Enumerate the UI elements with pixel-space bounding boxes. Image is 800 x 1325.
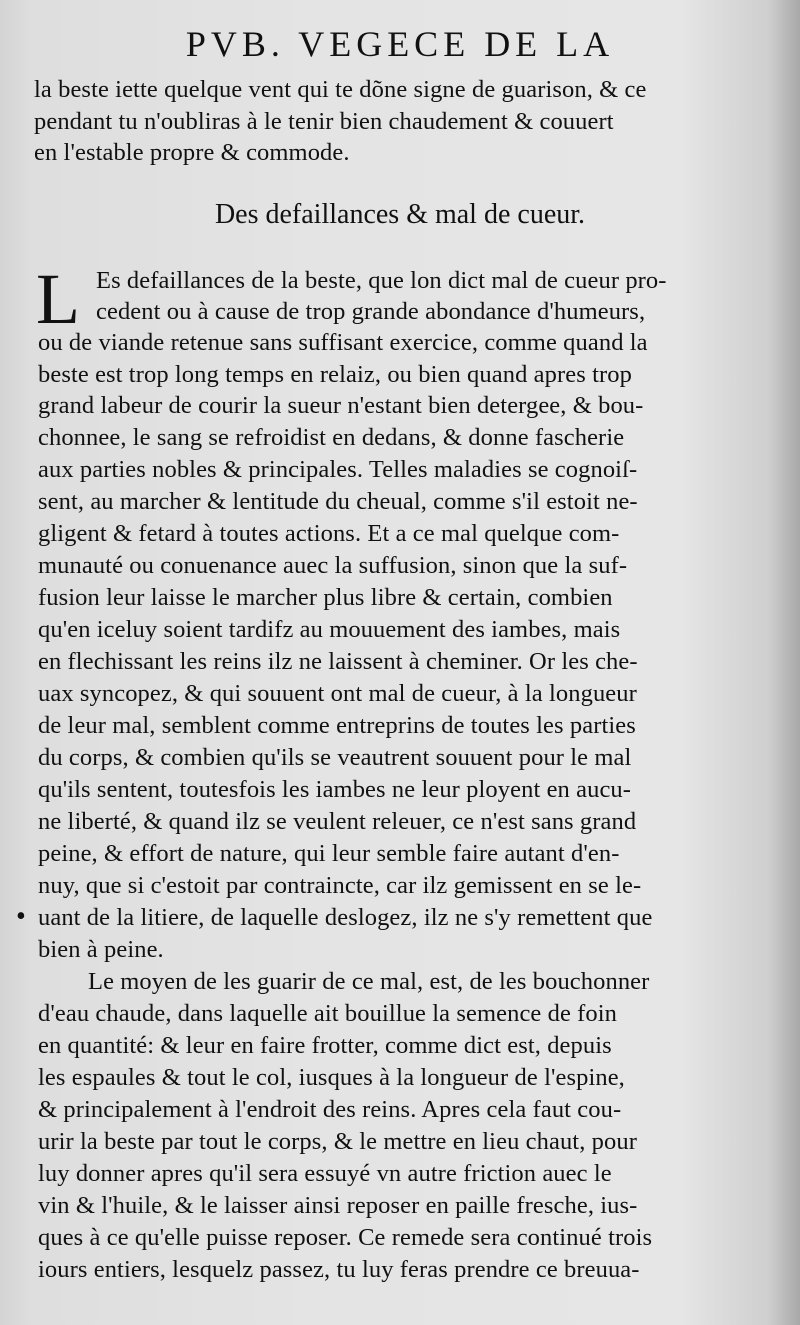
drop-cap: L — [36, 259, 80, 339]
text-line: de leur mal, semblent comme entreprins de toutes les parties — [38, 712, 636, 739]
text-line: vin & l'huile, & le laisser ainsi reposer en paille fresche, ius- — [38, 1192, 638, 1219]
section-heading: Des defaillances & mal de cueur. — [214, 199, 586, 230]
text-line: Es defaillances de la beste, que lon dict mal de cueur pro- — [96, 267, 667, 294]
text-line: ou de viande retenue sans suffisant exercice, comme quand la — [38, 329, 648, 356]
text-line: grand labeur de courir la sueur n'estant bien detergee, & bou- — [38, 392, 644, 419]
text-line: urir la beste par tout le corps, & le mettre en lieu chaut, pour — [38, 1128, 637, 1155]
text-line: en flechissant les reins ilz ne laissent à cheminer. Or les che- — [38, 648, 638, 675]
text-line: aux parties nobles & principales. Telles maladies se cognoiſ- — [38, 456, 638, 483]
text-line: uant de la litiere, de laquelle deslogez, ilz ne s'y remettent que — [38, 904, 653, 931]
text-line: en l'estable propre & commode. — [34, 139, 350, 166]
text-line: d'eau chaude, dans laquelle ait bouillue la semence de foin — [38, 1000, 618, 1027]
text-line: Le moyen de les guarir de ce mal, est, de les bouchonner — [88, 968, 650, 995]
text-line: & principalement à l'endroit des reins. Apres cela faut cou- — [38, 1096, 622, 1123]
text-line: cedent ou à cause de trop grande abondance d'humeurs, — [96, 298, 646, 325]
text-line: gligent & fetard à toutes actions. Et a ce mal quelque com- — [38, 520, 620, 547]
text-line: munauté ou conuenance auec la suffusion, sinon que la suf- — [38, 552, 628, 579]
text-line: chonnee, le sang se refroidist en dedans, & donne fascherie — [38, 424, 625, 451]
text-line: qu'en iceluy soient tardifz au mouuement des iambes, mais — [38, 616, 621, 643]
text-line: pendant tu n'oubliras à le tenir bien chaudement & couuert — [34, 108, 614, 135]
running-head: PVB. VEGECE DE LA — [185, 24, 615, 64]
text-line: luy donner apres qu'il sera essuyé vn autre friction auec le — [38, 1160, 612, 1187]
text-line: en quantité: & leur en faire frotter, comme dict est, depuis — [38, 1032, 612, 1059]
text-line: la beste iette quelque vent qui te dõne signe de guarison, & ce — [34, 76, 647, 103]
text-line: ne liberté, & quand ilz se veulent releuer, ce n'est sans grand — [38, 808, 637, 835]
text-line: iours entiers, lesquelz passez, tu luy feras prendre ce breuua- — [38, 1256, 640, 1283]
text-line: les espaules & tout le col, iusques à la longueur de l'espine, — [38, 1064, 625, 1091]
text-line: nuy, que si c'estoit par contraincte, car ilz gemissent en se le- — [38, 872, 642, 899]
margin-mark: • — [16, 901, 26, 932]
text-line: du corps, & combien qu'ils se veautrent souuent pour le mal — [38, 744, 632, 771]
text-line: bien à peine. — [38, 936, 164, 963]
text-line: fusion leur laisse le marcher plus libre & certain, combien — [38, 584, 613, 611]
text-line: uax syncopez, & qui souuent ont mal de cueur, à la longueur — [38, 680, 637, 707]
text-line: peine, & effort de nature, qui leur semble faire autant d'en- — [38, 840, 620, 867]
text-line: sent, au marcher & lentitude du cheual, comme s'il estoit ne- — [38, 488, 638, 515]
text-line: ques à ce qu'elle puisse reposer. Ce remede sera continué trois — [38, 1224, 653, 1251]
text-line: qu'ils sentent, toutesfois les iambes ne leur ployent en aucu- — [38, 776, 632, 803]
text-line: beste est trop long temps en relaiz, ou bien quand apres trop — [38, 361, 632, 388]
